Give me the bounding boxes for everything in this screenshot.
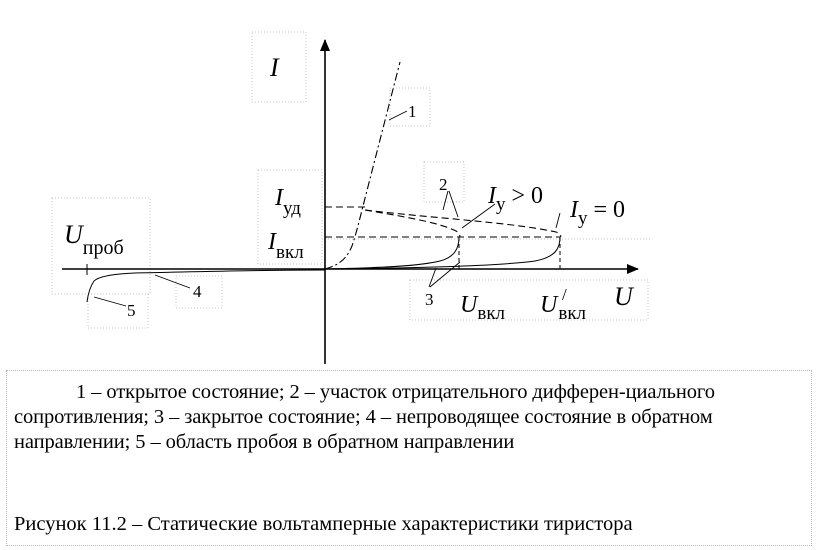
- u-breakdown-label: $U_{проб}$: [64, 220, 124, 259]
- iy-positive-label: $I_y > 0$: [488, 183, 544, 215]
- curve-closed-state-iy-zero: [325, 237, 560, 269]
- region-number-2: 2: [439, 175, 448, 194]
- curve-negative-resistance-iy-positive: [365, 210, 460, 237]
- i-hold-label: $I_{уд}$: [275, 185, 301, 219]
- u-on-prime-label: $U_{вкл}$: [540, 292, 587, 324]
- region-number-5: 5: [127, 301, 136, 320]
- curve-open-state: [325, 62, 400, 269]
- u-on-prime-mark: /: [562, 285, 567, 304]
- curve-closed-state-iy-positive: [325, 237, 459, 269]
- region-number-4: 4: [193, 282, 202, 301]
- region-number-3: 3: [425, 290, 434, 309]
- region-number-1: 1: [408, 102, 417, 121]
- u-on-label: $U_{вкл}$: [460, 292, 506, 324]
- i-on-label: $I_{вкл}$: [268, 229, 304, 263]
- figure-legend: 1 – открытое состояние; 2 – участок отрицательного дифферен-циального сопротивления; 3 – закрытое состояние; 4 – непроводящее состояние в обратном направлении; 5 – область пробоя в обратном направлении: [14, 381, 715, 453]
- figure-caption: Рисунок 11.2 – Статические вольтамперные характеристики тиристора: [14, 513, 633, 535]
- label-frames: [52, 32, 650, 328]
- iy-zero-label: $I_y = 0$: [570, 197, 626, 229]
- current-axis-label: I: [270, 53, 279, 82]
- voltage-axis-label: U: [614, 282, 633, 311]
- curve-negative-resistance-iy-zero: [365, 210, 561, 237]
